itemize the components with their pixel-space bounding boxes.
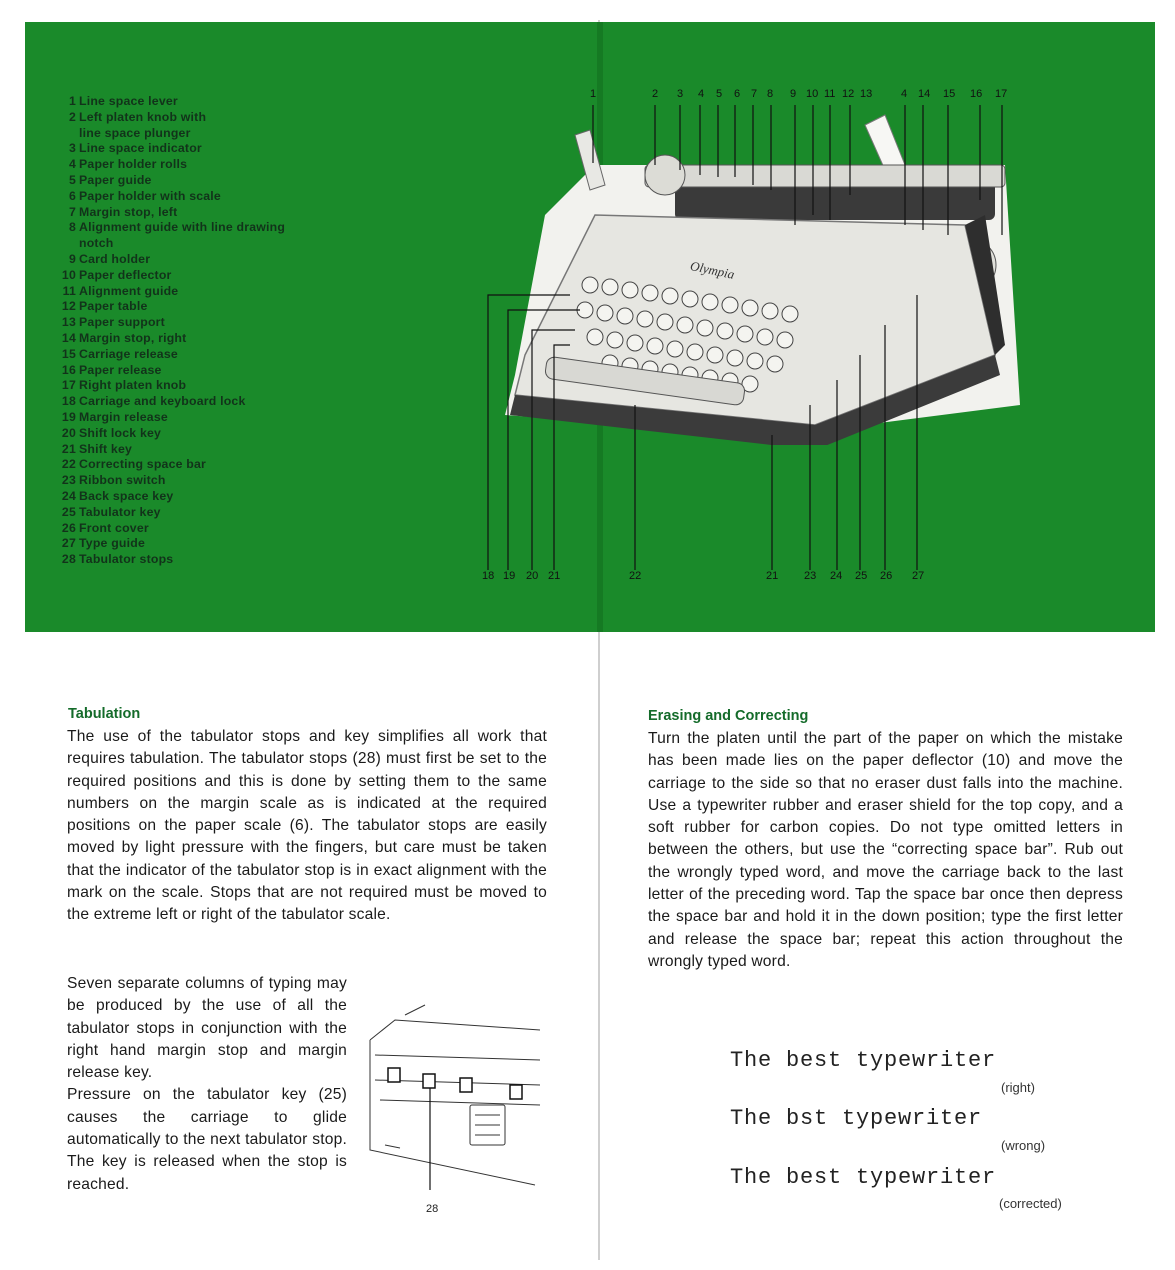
parts-list-item [56, 315, 356, 331]
part-label: Margin stop, left [79, 204, 178, 219]
sample-right: The best typewriter [730, 1048, 997, 1073]
part-label: Margin release [79, 409, 168, 424]
callout-number: 20 [526, 570, 539, 582]
parts-list-item [56, 347, 356, 363]
part-number: 19 [61, 409, 76, 424]
part-number: 28 [61, 552, 76, 567]
parts-list-item [56, 110, 356, 126]
part-number: 18 [61, 394, 76, 409]
part-label: notch [79, 236, 114, 251]
parts-list-item [56, 252, 356, 268]
callout-number: 6 [734, 88, 741, 100]
callout-number: 5 [716, 88, 723, 100]
part-label: Ribbon switch [79, 473, 166, 488]
parts-list-item [56, 378, 356, 394]
part-number: 22 [61, 457, 76, 472]
part-label: Shift lock key [79, 425, 162, 440]
sample-right-note: (right) [1001, 1080, 1035, 1095]
parts-list-item [56, 205, 356, 221]
part-number: 24 [61, 488, 76, 503]
tabulation-paragraph: The use of the tabulator stops and key simplifies all work that requires tabulation. The tabulator stops (28) must first be set to the required positions and this is done by setting them to the same numbers on the margin scale as is indicated at the required positions on the paper scale (6). The tabulator stops are easily moved by light pressure with the fingers, but care must be taken that the indicator of the tabulator stop is in exact alignment with the mark on the scale. Stops that are not required must be moved to the extreme left or right of the tabulator scale. [67, 728, 547, 924]
part-label: Type guide [79, 536, 145, 551]
callout-number: 7 [751, 88, 758, 100]
callout-number: 18 [482, 570, 495, 582]
part-label: Paper deflector [79, 267, 172, 282]
parts-list [56, 94, 356, 568]
parts-list-item [56, 410, 356, 426]
part-number: 23 [61, 473, 76, 488]
part-number: 4 [68, 157, 76, 172]
part-number: 1 [68, 94, 76, 108]
erasing-heading: Erasing and Correcting [648, 708, 809, 724]
part-label: Carriage and keyboard lock [79, 394, 246, 409]
callout-number: 2 [652, 88, 659, 100]
part-label: Paper release [79, 362, 162, 377]
part-label: Alignment guide [79, 283, 179, 298]
part-label: Tabulator stops [79, 552, 174, 567]
part-label: Card holder [79, 251, 151, 266]
part-label: Correcting space bar [79, 457, 207, 472]
part-label: Shift key [79, 441, 133, 456]
parts-list-item [56, 473, 356, 489]
parts-list-item [56, 426, 356, 442]
tabulator-figure-label: 28 [426, 1203, 439, 1215]
parts-list-item [56, 157, 356, 173]
parts-list-item [56, 505, 356, 521]
tabulation-paragraph: Pressure on the tabulator key (25) causes the carriage to glide automatically to the next tabulator stop. The key is released when the stop is reached. [67, 1086, 347, 1193]
parts-list-item [56, 236, 356, 252]
callout-number: 26 [880, 570, 893, 582]
tabulation-paragraph: Seven separate columns of typing may be produced by the use of all the tabulator stops in conjunction with the right hand margin stop and margin release key. [67, 975, 347, 1082]
part-label: Right platen knob [79, 378, 187, 393]
part-number: 3 [68, 141, 76, 156]
part-number: 21 [61, 441, 76, 456]
part-number: 10 [61, 267, 76, 282]
callout-number: 3 [677, 88, 684, 100]
parts-list-item [56, 189, 356, 205]
part-label: Left platen knob with [79, 109, 207, 124]
parts-list-item [56, 536, 356, 552]
part-number: 16 [61, 362, 76, 377]
tabulation-heading: Tabulation [68, 706, 141, 722]
part-label: line space plunger [79, 125, 191, 140]
part-label: Front cover [79, 520, 149, 535]
part-label: Alignment guide with line drawing [79, 220, 286, 235]
part-number: 7 [68, 204, 76, 219]
sample-wrong: The bst typewriter [730, 1106, 983, 1131]
parts-list-item [56, 442, 356, 458]
part-number: 2 [68, 109, 76, 124]
parts-list-item [56, 126, 356, 142]
part-number [56, 126, 76, 142]
callout-number: 13 [860, 88, 873, 100]
callout-number: 8 [767, 88, 774, 100]
part-label: Margin stop, right [79, 330, 187, 345]
callout-number: 9 [790, 88, 797, 100]
part-number: 25 [61, 504, 76, 519]
part-number: 8 [68, 220, 76, 235]
part-label: Paper support [79, 315, 165, 330]
parts-list-item [56, 331, 356, 347]
parts-list-item [56, 552, 356, 568]
part-label: Line space indicator [79, 141, 202, 156]
callout-number: 19 [503, 570, 516, 582]
parts-list-item [56, 141, 356, 157]
erasing-paragraph: Turn the platen until the part of the paper on which the mistake has been made lies on the paper deflector (10) and move the carriage to the side so that no eraser dust falls into the machine. Use a typewriter rubber and eraser shield for the top copy, and a soft rubber for carbon copies. Do not type omitted letters in between the others, but use the “correcting space bar”. Rub out the wrongly typed word, and move the carriage back to the last letter of the preceding word. Tap the space bar once then depress the space bar and hold it in the down position; type the first letter and release the space bar; repeat this action throughout the wrongly typed word. [648, 730, 1123, 970]
part-number: 12 [61, 299, 76, 314]
part-label: Paper holder rolls [79, 157, 188, 172]
callout-number: 17 [995, 88, 1008, 100]
parts-list-item [56, 94, 356, 110]
bottom-leader-lines [480, 285, 940, 575]
callout-number: 21 [766, 570, 779, 582]
sample-corrected: The best typewriter [730, 1165, 997, 1190]
callout-number: 4 [901, 88, 908, 100]
part-number: 11 [62, 283, 76, 298]
callout-number: 10 [806, 88, 819, 100]
tabulator-illustration [365, 1000, 545, 1190]
part-label: Tabulator key [79, 504, 161, 519]
callout-number: 4 [698, 88, 705, 100]
callout-number: 16 [970, 88, 983, 100]
part-number: 9 [68, 251, 76, 266]
parts-list-item [56, 173, 356, 189]
parts-list-item [56, 284, 356, 300]
part-label: Paper table [79, 299, 148, 314]
part-number: 5 [68, 172, 76, 187]
callout-number: 24 [830, 570, 843, 582]
part-number: 6 [68, 188, 76, 203]
part-number: 20 [61, 425, 76, 440]
parts-list-item [56, 299, 356, 315]
part-number: 17 [61, 378, 76, 393]
brand-logo: Olympia [688, 257, 736, 282]
sample-corrected-note: (corrected) [999, 1196, 1062, 1211]
callout-number: 1 [590, 88, 597, 100]
part-label: Paper holder with scale [79, 188, 221, 203]
part-number [56, 236, 76, 252]
callout-number: 14 [918, 88, 931, 100]
parts-list-item [56, 521, 356, 537]
parts-list-item [56, 489, 356, 505]
part-label: Paper guide [79, 172, 152, 187]
callout-number: 22 [629, 570, 642, 582]
callout-number: 25 [855, 570, 868, 582]
tabulation-text-narrow [67, 973, 347, 1196]
callout-number: 15 [943, 88, 956, 100]
tabulation-text [67, 726, 547, 927]
callout-number: 23 [804, 570, 817, 582]
part-number: 26 [61, 520, 76, 535]
parts-list-item [56, 268, 356, 284]
erasing-text [648, 728, 1123, 973]
parts-list-item [56, 394, 356, 410]
parts-list-item [56, 220, 356, 236]
parts-list-item [56, 457, 356, 473]
part-number: 15 [61, 346, 76, 361]
parts-list-item [56, 363, 356, 379]
callout-number: 27 [912, 570, 925, 582]
sample-wrong-note: (wrong) [1001, 1138, 1046, 1153]
part-label: Back space key [79, 488, 174, 503]
callout-number: 21 [548, 570, 561, 582]
part-label: Carriage release [79, 346, 178, 361]
callout-number: 11 [824, 88, 836, 100]
callout-number: 12 [842, 88, 855, 100]
part-number: 27 [61, 536, 76, 551]
part-number: 13 [61, 315, 76, 330]
part-label: Line space lever [79, 94, 178, 108]
part-number: 14 [61, 330, 76, 345]
